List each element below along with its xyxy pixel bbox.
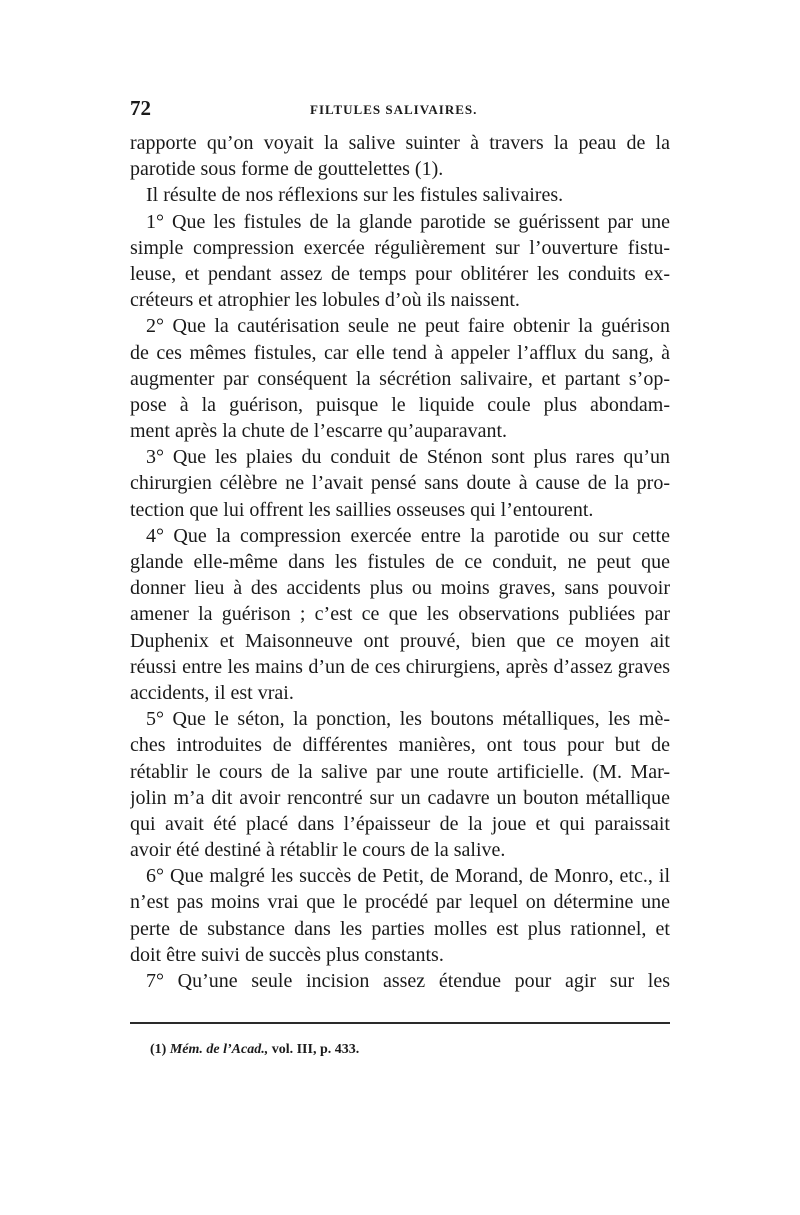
- text-line: Duphenix et Maisonneuve ont prouvé, bien que ce moyen ait: [130, 629, 670, 652]
- body-text: [130, 130, 670, 994]
- text-line: tection que lui offrent les saillies osseuses qui l’entourent.: [130, 498, 594, 521]
- text-line: doit être suivi de succès plus constants.: [130, 943, 444, 966]
- text-line: Il résulte de nos réflexions sur les fistules salivaires.: [146, 184, 564, 207]
- text-line: ment après la chute de l’escarre qu’auparavant.: [130, 420, 508, 443]
- text-line: créteurs et atrophier les lobules d’où ils naissent.: [130, 289, 520, 312]
- text-line: leuse, et pendant assez de temps pour oblitérer les conduits ex-: [130, 262, 670, 285]
- text-line: 6° Que malgré les succès de Petit, de Morand, de Monro, etc., il: [146, 865, 670, 888]
- text-line: chirurgien célèbre ne l’avait pensé sans doute à cause de la pro-: [130, 472, 670, 495]
- text-line: glande elle-même dans les fistules de ce conduit, ne peut que: [130, 551, 670, 573]
- text-line: avoir été destiné à rétablir le cours de la salive.: [130, 839, 506, 862]
- text-line: augmenter par conséquent la sécrétion salivaire, et partant s’op-: [130, 367, 670, 390]
- footnote-divider: [130, 1022, 670, 1024]
- footnote: [150, 1042, 359, 1058]
- text-line: amener la guérison ; c’est ce que les observations publiées par: [130, 603, 670, 626]
- text-line: ches introduites de différentes manières, ont tous pour but de: [130, 734, 670, 757]
- text-line: 4° Que la compression exercée entre la parotide ou sur cette: [146, 524, 670, 547]
- text-line: 2° Que la cautérisation seule ne peut faire obtenir la guérison: [146, 315, 670, 338]
- footnote-reference: vol. III, p. 433.: [271, 1042, 360, 1057]
- text-line: réussi entre les mains d’un de ces chirurgiens, après d’assez graves: [130, 655, 670, 678]
- text-line: qui avait été placé dans l’épaisseur de la joue et qui paraissait: [130, 812, 670, 835]
- text-line: n’est pas moins vrai que le procédé par lequel on détermine une: [130, 891, 670, 914]
- text-line: de ces mêmes fistules, car elle tend à appeler l’afflux du sang, à: [130, 341, 670, 364]
- text-line: 5° Que le séton, la ponction, les boutons métalliques, les mè-: [146, 708, 670, 731]
- text-line: jolin m’a dit avoir rencontré sur un cadavre un bouton métallique: [130, 786, 670, 809]
- text-line: perte de substance dans les parties molles est plus rationnel, et: [130, 917, 670, 940]
- text-line: rapporte qu’on voyait la salive suinter à travers la peau de la: [130, 132, 670, 154]
- footnote-source: Mém. de l’Acad.,: [169, 1042, 269, 1057]
- text-line: simple compression exercée régulièrement sur l’ouverture fistu-: [130, 236, 670, 259]
- text-line: donner lieu à des accidents plus ou moins graves, sans pouvoir: [130, 577, 670, 600]
- text-line: parotide sous forme de gouttelettes (1).: [130, 158, 444, 181]
- text-line: 7° Qu’une seule incision assez étendue pour agir sur les: [146, 970, 670, 992]
- text-line: 1° Que les fistules de la glande parotide se guérissent par une: [146, 210, 670, 233]
- text-line: accidents, il est vrai.: [130, 681, 294, 704]
- running-title: FILTULES SALIVAIRES.: [310, 102, 478, 117]
- footnote-marker: (1): [150, 1042, 167, 1057]
- text-line: 3° Que les plaies du conduit de Sténon sont plus rares qu’un: [146, 446, 670, 469]
- page-header: [130, 96, 670, 122]
- page-number: 72: [130, 96, 151, 120]
- text-line: pose à la guérison, puisque le liquide coule plus abondam-: [130, 393, 670, 416]
- text-line: rétablir le cours de la salive par une route artificielle. (M. Mar-: [130, 760, 670, 783]
